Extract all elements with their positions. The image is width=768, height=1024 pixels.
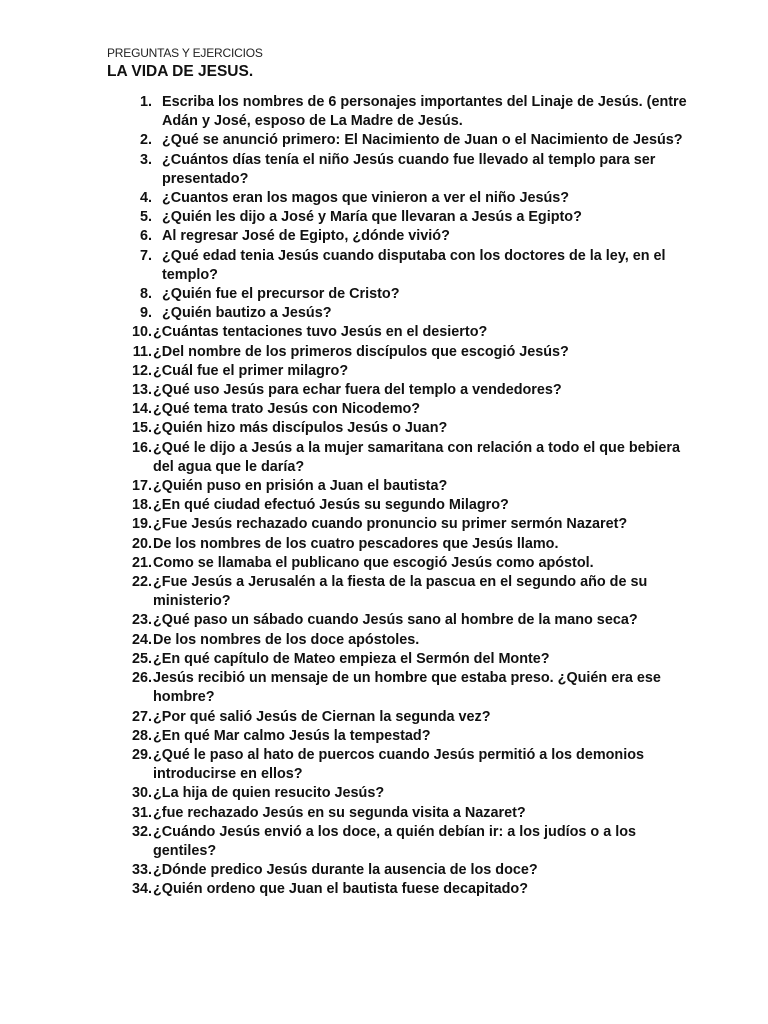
question-number: 8. [139, 286, 152, 303]
question-number: 30. [131, 785, 152, 802]
question-text: ¿En qué ciudad efectuó Jesús su segundo Milagro? [153, 497, 509, 514]
question-text: ¿En qué Mar calmo Jesús la tempestad? [153, 727, 431, 744]
question-text: ¿La hija de quien resucito Jesús? [153, 785, 385, 802]
question-number: 21. [131, 554, 152, 571]
document-supertitle: PREGUNTAS Y EJERCICIOS [107, 46, 263, 60]
question-item [107, 247, 687, 285]
question-item [107, 823, 687, 861]
question-item [107, 861, 687, 880]
question-item [107, 573, 687, 611]
question-text: ¿Quién fue el precursor de Cristo? [162, 286, 400, 303]
question-item [107, 496, 687, 515]
question-text: ¿Del nombre de los primeros discípulos que escogió Jesús? [153, 343, 569, 360]
question-item [107, 131, 687, 150]
question-text: ¿Cuantos eran los magos que vinieron a ver el niño Jesús? [162, 190, 570, 207]
question-text: ¿Qué uso Jesús para echar fuera del templo a vendedores? [153, 382, 562, 399]
question-text: ¿Fue Jesús a Jerusalén a la fiesta de la pascua en el segundo año de su ministerio? [153, 574, 648, 610]
question-item [107, 477, 687, 496]
question-item [107, 93, 687, 131]
question-text: ¿Cuántos días tenía el niño Jesús cuando fue llevado al templo para ser presentado? [162, 151, 656, 187]
question-number: 5. [139, 209, 152, 226]
question-item [107, 631, 687, 650]
question-item [107, 227, 687, 246]
question-item [107, 362, 687, 381]
question-item [107, 515, 687, 534]
question-number: 22. [131, 574, 152, 591]
question-number: 28. [131, 727, 152, 744]
question-number: 34. [131, 881, 152, 898]
question-number: 32. [131, 823, 152, 840]
question-text: ¿Cuántas tentaciones tuvo Jesús en el desierto? [153, 324, 488, 341]
question-text: ¿Quién hizo más discípulos Jesús o Juan? [153, 420, 448, 437]
question-number: 4. [139, 190, 152, 207]
question-text: ¿Qué se anunció primero: El Nacimiento de Juan o el Nacimiento de Jesús? [162, 132, 683, 149]
question-text: ¿fue rechazado Jesús en su segunda visita a Nazaret? [153, 804, 526, 821]
question-item [107, 880, 687, 899]
question-item [107, 304, 687, 323]
question-number: 12. [131, 362, 152, 379]
question-number: 29. [131, 746, 152, 763]
question-number: 7. [139, 247, 152, 264]
question-text: ¿Quién les dijo a José y María que llevaran a Jesús a Egipto? [162, 209, 582, 226]
question-item [107, 804, 687, 823]
question-text: Al regresar José de Egipto, ¿dónde vivió? [162, 228, 450, 245]
question-text: ¿Quién puso en prisión a Juan el bautista? [153, 478, 448, 495]
question-text: Escriba los nombres de 6 personajes importantes del Linaje de Jesús. (entre Adán y José, esposo de La Madre de Jesús. [162, 94, 687, 130]
question-item [107, 650, 687, 669]
question-number: 9. [139, 305, 152, 322]
question-item [107, 535, 687, 554]
question-text: ¿Cuál fue el primer milagro? [153, 362, 349, 379]
question-text: ¿Qué tema trato Jesús con Nicodemo? [153, 401, 421, 418]
question-item [107, 285, 687, 304]
question-number: 33. [131, 862, 152, 879]
question-item [107, 708, 687, 727]
question-item [107, 554, 687, 573]
question-number: 15. [131, 420, 152, 437]
question-number: 19. [131, 516, 152, 533]
question-text: ¿Qué edad tenia Jesús cuando disputaba con los doctores de la ley, en el templo? [162, 247, 666, 283]
question-text: ¿Por qué salió Jesús de Ciernan la segunda vez? [153, 708, 491, 725]
question-text: ¿Dónde predico Jesús durante la ausencia de los doce? [153, 862, 538, 879]
question-number: 3. [139, 151, 152, 168]
question-text: De los nombres de los cuatro pescadores que Jesús llamo. [153, 535, 559, 552]
question-number: 6. [139, 228, 152, 245]
question-item [107, 727, 687, 746]
question-number: 25. [131, 650, 152, 667]
question-item [107, 343, 687, 362]
question-item [107, 669, 687, 707]
question-item [107, 784, 687, 803]
question-item [107, 208, 687, 227]
question-item [107, 381, 687, 400]
question-item [107, 746, 687, 784]
question-text: ¿Quién ordeno que Juan el bautista fuese decapitado? [153, 881, 529, 898]
question-number: 18. [131, 497, 152, 514]
document-title: LA VIDA DE JESUS. [107, 63, 254, 80]
question-number: 2. [139, 132, 152, 149]
question-text: ¿Quién bautizo a Jesús? [162, 305, 332, 322]
question-text: ¿Qué le dijo a Jesús a la mujer samaritana con relación a todo el que bebiera del agua que le daría? [153, 439, 681, 475]
question-text: ¿Qué paso un sábado cuando Jesús sano al hombre de la mano seca? [153, 612, 638, 629]
question-number: 20. [131, 535, 152, 552]
question-text: ¿En qué capítulo de Mateo empieza el Sermón del Monte? [153, 650, 550, 667]
question-number: 11. [132, 343, 152, 360]
question-number: 1. [139, 94, 152, 110]
question-item [107, 400, 687, 419]
question-text: ¿Qué le paso al hato de puercos cuando Jesús permitió a los demonios introducirse en ellos? [153, 746, 644, 783]
question-number: 14. [131, 401, 152, 418]
question-text: ¿Fue Jesús rechazado cuando pronuncio su primer sermón Nazaret? [153, 516, 628, 533]
question-number: 10. [131, 324, 152, 341]
question-text: ¿Cuándo Jesús envió a los doce, a quién debían ir: a los judíos o a los gentiles? [153, 823, 636, 859]
question-item [107, 419, 687, 438]
question-item [107, 323, 687, 342]
question-number: 16. [131, 439, 152, 456]
question-number: 27. [131, 708, 152, 725]
question-text: De los nombres de los doce apóstoles. [153, 631, 420, 648]
question-text: Como se llamaba el publicano que escogió Jesús como apóstol. [153, 554, 594, 571]
question-list [107, 93, 687, 900]
question-item [107, 611, 687, 630]
question-number: 24. [131, 631, 152, 648]
question-number: 17. [131, 478, 152, 495]
question-number: 13. [131, 382, 152, 399]
question-number: 31. [131, 804, 152, 821]
question-item [107, 189, 687, 208]
question-text: Jesús recibió un mensaje de un hombre que estaba preso. ¿Quién era ese hombre? [153, 670, 661, 706]
question-number: 23. [131, 612, 152, 629]
question-item [107, 439, 687, 477]
question-item [107, 151, 687, 189]
question-number: 26. [131, 670, 152, 687]
